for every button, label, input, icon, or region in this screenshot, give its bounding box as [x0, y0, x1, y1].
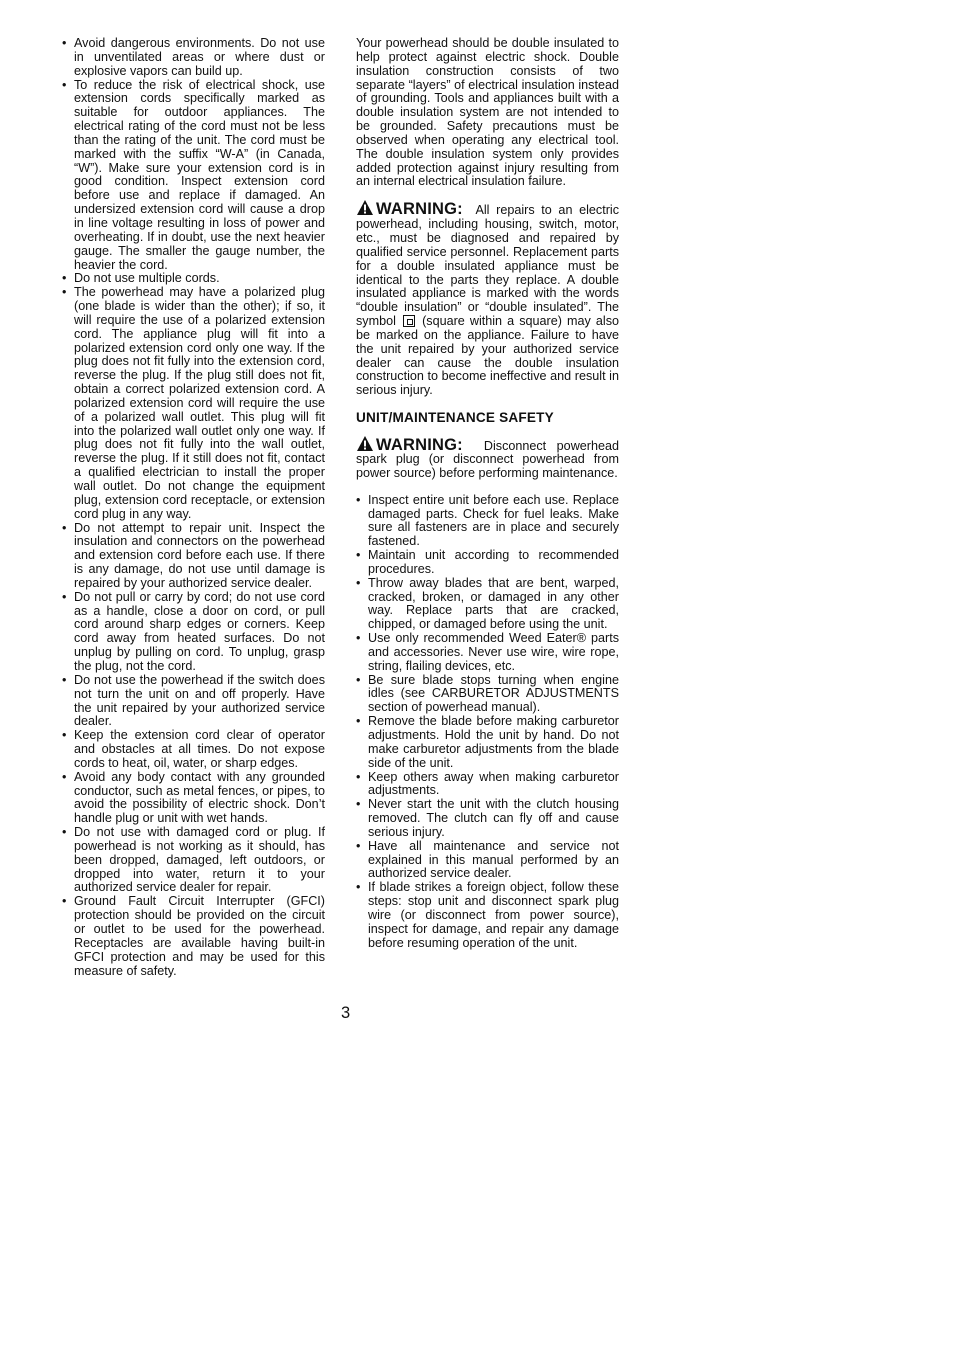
list-item-text: Do not attempt to repair unit. Inspect the insulation and connectors on the powerhead and extension cord before each use. If there is any damage, do not use until damage is repaired by your authorized service dealer. — [74, 520, 325, 590]
list-item — [62, 591, 325, 674]
list-item-text: Do not use multiple cords. — [74, 271, 220, 286]
bullet-icon: • — [62, 285, 67, 300]
warning-triangle-icon — [356, 199, 374, 216]
double-insulation-symbol-icon — [403, 315, 415, 327]
list-item — [356, 881, 619, 950]
bullet-icon: • — [356, 575, 361, 590]
list-item — [62, 895, 325, 978]
list-item — [356, 632, 619, 674]
bullet-icon: • — [356, 838, 361, 853]
list-item — [62, 286, 325, 521]
list-item-text: Inspect entire unit before each use. Replace damaged parts. Check for fuel leaks. Make sure all fasteners are in place and securely fastened. — [368, 492, 619, 549]
list-item-text: Have all maintenance and service not explained in this manual performed by an authorized service dealer. — [368, 838, 619, 881]
list-item-text: Avoid any body contact with any grounded conductor, such as metal fences, or pipes, to avoid the possibility of electric shock. Don’t handle plug or unit with wet hands. — [74, 769, 325, 826]
warning-text-continued: (square within a square) may also be marked on the appliance. Failure to have the unit repaired by your authorized service dealer can cause the double insulation construction to become ineffective and result in serious injury. — [356, 314, 620, 398]
list-item — [356, 549, 619, 577]
double-insulation-paragraph: Your powerhead should be double insulated to help protect against electric shock. Double insulation construction consists of two separate “layers” of electrical insulation instead of grounding. Tools and appliances built with a double insulation system are not intended to be grounded. Safety precautions must be observed when operating any electrical tool. The double insulation system only provides added protection against injury resulting from an internal electrical insulation failure. — [356, 36, 619, 189]
list-item-text: Use only recommended Weed Eater® parts and accessories. Never use wire, wire rope, string, flailing devices, etc. — [368, 631, 619, 673]
right-bullet-list — [356, 494, 619, 951]
bullet-icon: • — [356, 714, 361, 729]
list-item-text: Keep the extension cord clear of operator and obstacles at all times. Do not expose cords to heat, oil, water, or sharp edges. — [74, 728, 325, 770]
list-item-text: Do not use the powerhead if the switch does not turn the unit on and off properly. Have the unit repaired by your authorized service dealer. — [74, 672, 325, 729]
bullet-icon: • — [62, 271, 67, 286]
bullet-icon: • — [62, 77, 67, 92]
warning-label: WARNING: — [376, 200, 463, 219]
bullet-icon: • — [62, 894, 67, 909]
list-item — [356, 674, 619, 716]
list-item — [62, 729, 325, 771]
list-item — [62, 272, 325, 286]
bullet-icon: • — [356, 797, 361, 812]
list-item-text: Throw away blades that are bent, warped, cracked, broken, or damaged in any other way. Replace parts that are cracked, chipped, or damaged before using the unit. — [368, 575, 619, 632]
list-item — [62, 674, 325, 729]
bullet-icon: • — [62, 825, 67, 840]
repair-warning — [356, 199, 619, 398]
bullet-icon: • — [62, 520, 67, 535]
list-item — [62, 826, 325, 895]
section-title: UNIT/MAINTENANCE SAFETY — [356, 409, 554, 425]
warning-triangle-icon — [356, 435, 374, 452]
warning-text: All repairs to an electric powerhead, including housing, switch, motor, etc., must be diagnosed and repaired by qualified service personnel. Replacement parts for a double insulated appliance must be identical to the parts they replace. A double insulated appliance is marked with the words “double insulation” or “double insulated”. The symbol — [356, 203, 619, 329]
list-item-text: Be sure blade stops turning when engine idles (see CARBURETOR ADJUSTMENTS section of powerhead manual). — [368, 672, 619, 715]
list-item — [356, 577, 619, 632]
list-item-text: If blade strikes a foreign object, follow these steps: stop unit and disconnect spark plug wire (or disconnect from power source), inspect for damage, and repair any damage before resuming operation of the unit. — [368, 880, 619, 950]
bullet-icon: • — [356, 548, 361, 563]
list-item-text: Remove the blade before making carburetor adjustments. Hold the unit by hand. Do not make carburetor adjustments from the blade side of the unit. — [368, 714, 619, 770]
page-number: 3 — [341, 1004, 351, 1022]
list-item — [356, 771, 619, 799]
right-column — [356, 37, 619, 951]
list-item-text: Do not pull or carry by cord; do not use cord as a handle, close a door on cord, or pull cord around sharp edges or corners. Keep cord away from heated surfaces. Do not unplug by pulling on cord. To unplug, grasp the plug, not the cord. — [74, 589, 325, 673]
bullet-icon: • — [356, 492, 361, 507]
left-bullet-list — [62, 37, 325, 978]
list-item-text: Ground Fault Circuit Interrupter (GFCI) protection should be provided on the circuit or outlet to be used for the powerhead. Receptacles are available having built-in GFCI protection and may be used for this measure of safety. — [74, 894, 325, 978]
bullet-icon: • — [62, 589, 67, 604]
list-item-text: Keep others away when making carburetor adjustments. — [368, 769, 619, 798]
list-item — [62, 522, 325, 591]
list-item-text: The powerhead may have a polarized plug (one blade is wider than the other); if so, it will require the use of a polarized extension cord. The appliance plug will fit into a polarized extension cord only one way. If the plug does not fit fully into the extension cord, reverse the plug. If the plug still does not fit, obtain a correct polarized extension cord. A polarized extension cord will require the use of a polarized wall outlet. This plug will fit into the polarized wall outlet only one way. If plug does not fit fully into the wall outlet, reverse the plug. If it still does not fit, contact a qualified electrician to install the proper wall outlet. Do not change the equipment plug, extension cord receptacle, or extension cord plug in any way. — [74, 285, 325, 521]
bullet-icon: • — [62, 36, 67, 50]
list-item — [356, 494, 619, 549]
list-item — [356, 798, 619, 840]
list-item-text: Maintain unit according to recommended procedures. — [368, 548, 619, 576]
left-column — [62, 37, 325, 978]
bullet-icon: • — [356, 880, 361, 895]
warning-label: WARNING: — [376, 435, 463, 454]
list-item — [356, 840, 619, 882]
bullet-icon: • — [62, 672, 67, 687]
list-item-text: To reduce the risk of electrical shock, use extension cords specifically marked as suitable for outdoor appliances. The electrical rating of the cord must not be less than the rating of the unit. The cord must be marked with the suffix “W-A” (in Canada, “W”). Make sure your extension cord is in good condition. Inspect extension cord before use and replace if damaged. An undersized extension cord will cause a drop in line voltage resulting in loss of power and overheating. If in doubt, use the next heavier gauge. The smaller the gauge number, the heavier the cord. — [74, 77, 325, 272]
list-item-text: Never start the unit with the clutch housing removed. The clutch can fly off and cause serious injury. — [368, 797, 619, 839]
list-item — [62, 37, 325, 79]
maintenance-warning — [356, 435, 619, 482]
list-item-text: Avoid dangerous environments. Do not use in unventilated areas or where dust or explosive vapors can build up. — [74, 36, 325, 78]
list-item — [62, 771, 325, 826]
bullet-icon: • — [356, 631, 361, 646]
bullet-icon: • — [356, 769, 361, 784]
list-item — [62, 79, 325, 273]
warning-text: Disconnect powerhead spark plug (or disconnect powerhead from power source) before performing maintenance. — [356, 438, 619, 481]
bullet-icon: • — [62, 769, 67, 784]
bullet-icon: • — [356, 672, 361, 687]
bullet-icon: • — [62, 728, 67, 743]
list-item-text: Do not use with damaged cord or plug. If powerhead is not working as it should, has been dropped, damaged, left outdoors, or dropped into water, return it to your authorized service dealer for repair. — [74, 825, 325, 895]
list-item — [356, 715, 619, 770]
